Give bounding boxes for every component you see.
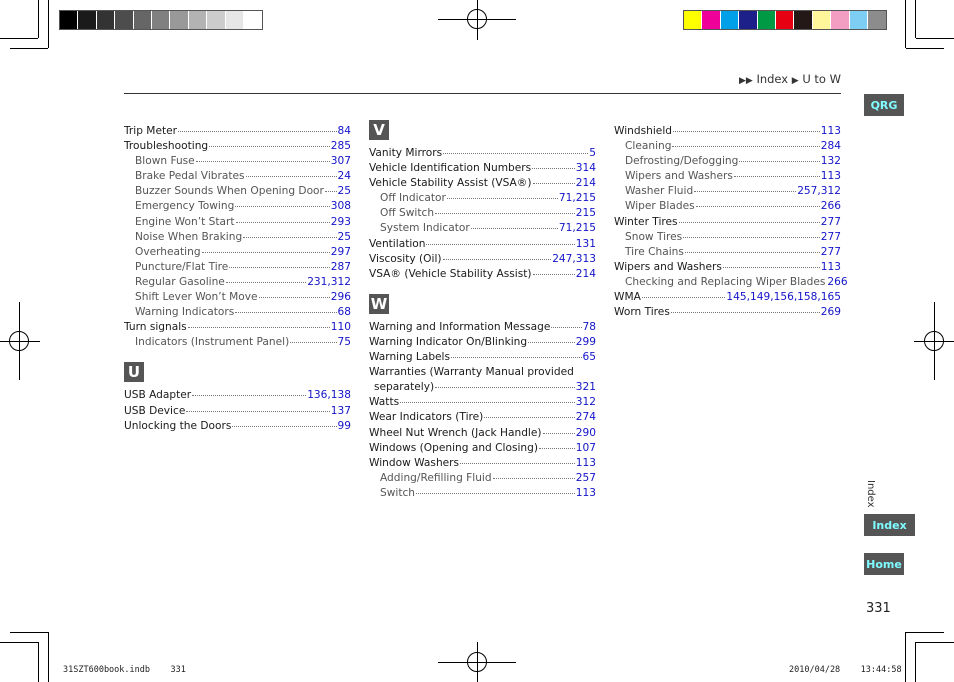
page-link[interactable]: 231,312 [307,275,351,288]
index-entry[interactable] [124,419,351,434]
page-link[interactable]: 296 [330,291,351,304]
leader-dots [443,153,588,154]
page-link[interactable]: 214 [575,177,596,190]
leader-dots [460,463,575,464]
page-link[interactable]: 257,312 [797,185,841,198]
breadcrumb-index-link[interactable]: Index [756,72,789,86]
index-entry[interactable] [369,267,596,282]
leader-dots [259,297,330,298]
index-column-1 [124,124,351,434]
leader-dots [723,267,820,268]
page-link[interactable]: 113 [820,260,841,273]
index-subentry[interactable] [369,191,596,206]
leader-dots [202,252,330,253]
breadcrumb-current: U to W [802,72,841,86]
index-entry[interactable] [124,388,351,403]
color-swatch [226,11,244,29]
entry-term: Defrosting/Defogging [625,155,739,168]
entry-term: Windshield [614,125,672,137]
leader-dots [683,237,820,238]
color-swatch [134,11,152,29]
letter-heading-v: V [369,120,389,140]
leader-dots [539,448,575,449]
footer-file-page: 331 [170,665,186,675]
page-link[interactable]: 68 [337,306,351,319]
index-subentry[interactable] [614,230,841,245]
leader-dots [493,478,575,479]
page-link[interactable]: 113 [820,125,841,137]
page-link[interactable]: 285 [330,140,351,153]
tab-index[interactable]: Index [864,514,915,536]
entry-term: Window Washers [369,456,460,469]
page-link[interactable]: 312 [575,396,596,409]
page-link[interactable]: 71,215 [558,222,596,235]
leader-dots [484,417,574,418]
leader-dots [290,342,336,343]
page-link[interactable]: 284 [820,140,841,153]
page-link[interactable]: 277 [820,230,841,243]
entry-term: USB Adapter [124,389,192,402]
letter-heading-w: W [370,294,388,313]
page-link[interactable]: 274 [575,411,596,424]
color-swatch [152,11,170,29]
index-entry[interactable] [614,305,841,320]
index-entry[interactable] [124,404,351,419]
index-subentry[interactable] [124,275,351,290]
color-calibration-bar [683,10,887,30]
footer-timestamp [789,665,902,675]
index-entry[interactable] [369,395,596,410]
index-subentry[interactable] [369,206,596,221]
leader-dots [533,183,575,184]
entry-term: Watts [369,396,400,409]
entry-term: Warranties (Warranty Manual provided [369,366,574,379]
index-subentry[interactable] [124,305,351,320]
entry-term: Snow Tires [625,230,683,243]
leader-dots [451,357,581,358]
entry-term: Worn Tires [614,306,670,319]
entry-term: Trip Meter [124,125,177,137]
index-subentry[interactable] [124,215,351,230]
leader-dots [543,433,575,434]
leader-dots [192,395,306,396]
index-entry[interactable] [369,456,596,471]
leader-dots [435,213,575,214]
entry-term: Warning Indicators [135,306,235,319]
page-link[interactable]: 269 [820,306,841,319]
index-subentry[interactable] [614,245,841,260]
entry-term: Wiper Blades [625,200,695,213]
color-swatch [831,11,849,29]
leader-dots [235,206,329,207]
page-link[interactable]: 215 [575,207,596,220]
page-link[interactable]: 84 [337,125,351,137]
index-subentry[interactable] [124,184,351,199]
footer-date: 2010/04/28 [789,665,841,675]
header-rule [124,93,841,94]
index-subentry[interactable] [124,290,351,305]
entry-term: Wipers and Washers [625,170,733,183]
color-swatch [170,11,188,29]
page-link[interactable]: 107 [575,441,596,454]
index-entry[interactable] [369,320,596,335]
page-link[interactable]: 307 [330,155,351,168]
entry-term: Wheel Nut Wrench (Jack Handle) [369,426,542,439]
color-swatch [702,11,720,29]
page-link[interactable]: 75 [337,336,351,349]
leader-dots [246,176,337,177]
leader-dots [426,244,574,245]
color-swatch [189,11,207,29]
entry-term: Shift Lever Won’t Move [135,291,258,304]
page-link[interactable]: 247,313 [552,252,596,265]
entry-term: Off Switch [380,207,435,220]
index-subentry[interactable] [369,471,596,486]
index-entry[interactable] [369,237,596,252]
page-link[interactable]: 266 [827,275,848,288]
page-link[interactable]: 277 [820,245,841,258]
tab-home[interactable]: Home [864,553,904,575]
entry-term: VSA® (Vehicle Stability Assist) [369,267,532,280]
leader-dots [243,237,336,238]
index-subentry[interactable] [124,260,351,275]
footer-file [63,665,186,675]
entry-term: Puncture/Flat Tire [135,260,229,273]
index-entry[interactable] [614,290,841,305]
leader-dots [226,282,306,283]
leader-dots [739,161,819,162]
leader-dots [471,228,558,229]
page-link[interactable]: 65 [582,351,596,364]
entry-term: Engine Won’t Start [135,215,235,228]
page-link[interactable]: 290 [575,426,596,439]
leader-dots [178,131,337,132]
breadcrumb-arrows: ▶▶ [738,76,753,86]
footer-time: 13:44:58 [860,665,902,675]
entry-term: Vanity Mirrors [369,147,443,159]
color-swatch [684,11,702,29]
leader-dots [694,191,796,192]
page-link[interactable]: 297 [330,245,351,258]
page-link[interactable]: 137 [330,404,351,417]
index-entry[interactable] [369,426,596,441]
index-subentry[interactable] [614,199,841,214]
footer-file-name: 31SZT600book.indb [63,665,150,675]
index-subentry[interactable] [124,199,351,214]
entry-term: Viscosity (Oil) [369,252,442,265]
index-entry[interactable] [369,441,596,456]
color-swatch [776,11,794,29]
entry-term: Brake Pedal Vibrates [135,170,245,183]
index-entry[interactable] [614,124,841,139]
entry-term: Indicators (Instrument Panel) [135,336,290,349]
page-number: 331 [866,601,891,616]
leader-dots [443,259,552,260]
color-swatch [794,11,812,29]
page-link[interactable]: 136,138 [307,389,351,402]
page-link[interactable]: 266 [820,200,841,213]
page-link[interactable]: 113 [820,170,841,183]
entry-term: Regular Gasoline [135,275,225,288]
entry-term: Wipers and Washers [614,260,722,273]
leader-dots [532,168,575,169]
page-link[interactable]: 287 [330,260,351,273]
color-swatch [244,11,262,29]
index-entry[interactable] [369,380,596,395]
color-swatch [721,11,739,29]
leader-dots [235,312,336,313]
page-link[interactable]: 113 [575,456,596,469]
index-column-3 [614,124,848,320]
index-subentry[interactable] [124,245,351,260]
leader-dots [673,131,820,132]
letter-heading-u: U [124,362,144,382]
gray-calibration-bar [59,10,263,30]
index-subentry[interactable] [124,169,351,184]
entry-term: Off Indicator [380,192,446,205]
entry-term: Wear Indicators (Tire) [369,411,484,424]
leader-dots [236,222,330,223]
entry-term: Warning and Information Message [369,320,551,333]
entry-term: Windows (Opening and Closing) [369,441,538,454]
leader-dots [672,146,819,147]
index-subentry[interactable] [614,169,841,184]
index-entry[interactable] [614,215,841,230]
page-link[interactable]: 131 [575,237,596,250]
index-entry[interactable] [369,410,596,425]
entry-term: Winter Tires [614,215,678,228]
side-label-index: Index [865,480,876,508]
index-subentry[interactable] [124,335,351,350]
page-link[interactable]: 277 [820,215,841,228]
color-swatch [758,11,776,29]
index-subentry[interactable] [614,275,848,290]
page-link[interactable]: 113 [575,486,596,499]
color-swatch [739,11,757,29]
index-entry[interactable] [124,320,351,335]
entry-term: Adding/Refilling Fluid [380,471,492,484]
entry-term: Warning Labels [369,351,451,364]
leader-dots [696,206,820,207]
page-link[interactable]: 293 [330,215,351,228]
entry-term: Turn signals [124,321,187,334]
page-link[interactable]: 24 [337,170,351,183]
color-swatch [207,11,225,29]
index-subentry[interactable] [369,221,596,236]
leader-dots [734,176,820,177]
page-link[interactable]: 257 [575,471,596,484]
index-subentry[interactable] [614,184,841,199]
entry-term: Warning Indicator On/Blinking [369,335,528,348]
leader-dots [671,312,820,313]
index-entry[interactable] [369,146,596,161]
entry-term: Troubleshooting [124,140,209,153]
leader-dots [447,198,558,199]
leader-dots [533,274,575,275]
index-subentry[interactable] [124,154,351,169]
leader-dots [232,426,336,427]
leader-dots [325,191,337,192]
index-subentry[interactable] [124,230,351,245]
color-swatch [868,11,886,29]
index-entry[interactable] [369,176,596,191]
leader-dots [196,161,330,162]
leader-dots [186,411,329,412]
entry-term: WMA [614,291,641,304]
page-link[interactable]: 5 [589,147,596,159]
entry-term: separately) [374,381,435,394]
entry-term: Buzzer Sounds When Opening Door [135,185,324,198]
entry-term: Cleaning [625,140,672,153]
leader-dots [435,387,575,388]
page-link[interactable]: 25 [337,230,351,243]
leader-dots [416,493,575,494]
page-link[interactable]: 299 [575,335,596,348]
page-link[interactable]: 321 [575,381,596,394]
breadcrumb-arrow: ▶ [791,76,799,86]
page-link[interactable]: 78 [582,320,596,333]
index-entry[interactable] [369,350,596,365]
index-entry[interactable] [124,124,351,139]
leader-dots [551,327,581,328]
entry-term: Unlocking the Doors [124,419,232,432]
color-swatch [60,11,78,29]
index-entry[interactable] [369,161,596,176]
index-entry[interactable] [369,335,596,350]
leader-dots [209,146,330,147]
entry-term: Blown Fuse [135,155,195,168]
color-swatch [97,11,115,29]
leader-dots [642,297,726,298]
leader-dots [400,402,575,403]
leader-dots [528,342,575,343]
index-subentry[interactable] [614,154,841,169]
page-link[interactable]: 71,215 [558,192,596,205]
page-link[interactable]: 99 [337,419,351,432]
page-link[interactable]: 214 [575,267,596,280]
index-entry[interactable] [369,365,596,380]
color-swatch [850,11,868,29]
page-link[interactable]: 145,149,156,158,165 [726,291,841,304]
entry-term: Overheating [135,245,201,258]
color-swatch [78,11,96,29]
entry-term: Tire Chains [625,245,684,258]
leader-dots [685,252,820,253]
index-subentry[interactable] [614,139,841,154]
color-swatch [813,11,831,29]
entry-term: USB Device [124,404,186,417]
entry-term: System Indicator [380,222,470,235]
entry-term: Checking and Replacing Wiper Blades [625,275,826,288]
index-column-2 [369,116,596,501]
page-link[interactable]: 314 [575,162,596,175]
index-entry[interactable] [614,260,841,275]
leader-dots [229,267,329,268]
page-link[interactable]: 25 [337,185,351,198]
page-link[interactable]: 132 [820,155,841,168]
entry-term: Vehicle Stability Assist (VSA®) [369,177,532,190]
color-swatch [115,11,133,29]
index-entry[interactable] [369,252,596,267]
index-subentry[interactable] [369,486,596,501]
index-entry[interactable] [124,139,351,154]
entry-term: Washer Fluid [625,185,694,198]
entry-term: Ventilation [369,237,426,250]
breadcrumb [739,72,841,86]
page-link[interactable]: 110 [330,321,351,334]
leader-dots [679,222,820,223]
entry-term: Emergency Towing [135,200,235,213]
leader-dots [188,327,330,328]
page-link[interactable]: 308 [330,200,351,213]
entry-term: Switch [380,486,416,499]
entry-term: Noise When Braking [135,230,243,243]
tab-qrg[interactable]: QRG [864,94,904,116]
entry-term: Vehicle Identification Numbers [369,162,532,175]
